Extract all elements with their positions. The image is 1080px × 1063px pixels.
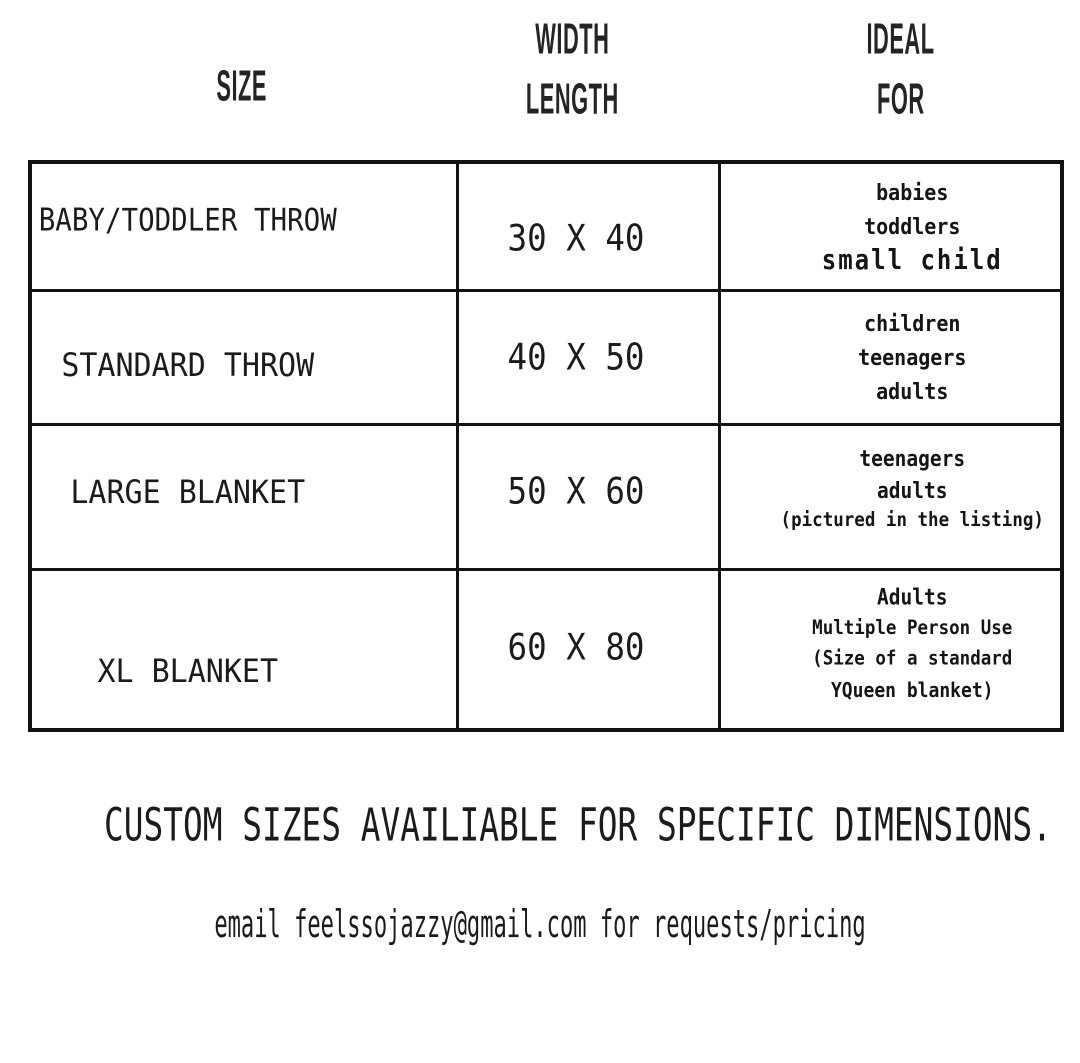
ideal-for-list [858, 306, 966, 408]
size-name: BABY/TODDLER THROW [38, 202, 337, 239]
ideal-for-line: adults [876, 377, 949, 405]
ideal-label: IDEAL [866, 14, 935, 63]
table-row [30, 424, 1062, 569]
size-name: STANDARD THROW [61, 346, 315, 384]
dimensions-value: 60 X 80 [507, 625, 645, 669]
custom-sizes-note [0, 798, 1080, 854]
size-cell [30, 569, 457, 730]
dimensions-cell [457, 162, 719, 290]
ideal-for-cell [719, 569, 1062, 730]
ideal-for-list [812, 582, 1012, 706]
ideal-for-line: small child [821, 244, 1003, 276]
size-name: XL BLANKET [97, 652, 279, 691]
dimensions-cell [457, 290, 719, 424]
ideal-for-line: (Size of a standard [812, 647, 1013, 671]
dimensions-value: 40 X 50 [507, 335, 645, 379]
ideal-for-line: adults [877, 477, 948, 504]
dimensions-cell [457, 424, 719, 569]
dimensions-cell [457, 569, 719, 730]
ideal-for-line: toddlers [864, 212, 961, 240]
table-row [30, 290, 1062, 424]
ideal-for-line: babies [876, 178, 949, 206]
contact-note [0, 902, 1080, 946]
ideal-for-line: teenagers [859, 446, 966, 473]
ideal-for-line: (pictured in the listing) [780, 509, 1044, 533]
size-name: LARGE BLANKET [70, 473, 306, 512]
table-row [30, 162, 1062, 290]
column-header-ideal-for [729, 0, 1072, 160]
ideal-for-cell [719, 290, 1062, 424]
ideal-for-cell [719, 424, 1062, 569]
contact-note-text: email feelssojazzy@gmail.com for requests/pricing [214, 901, 866, 947]
width-label: WIDTH [534, 14, 610, 63]
length-label: LENGTH [525, 74, 619, 123]
size-table [28, 160, 1064, 732]
for-label: FOR [876, 74, 925, 123]
ideal-for-line: teenagers [858, 343, 967, 371]
ideal-for-cell [719, 162, 1062, 290]
size-cell [30, 162, 457, 290]
ideal-for-line: YQueen blanket) [830, 678, 994, 703]
ideal-for-line: Adults [877, 584, 948, 611]
custom-sizes-note-text: CUSTOM SIZES AVAILIABLE FOR SPECIFIC DIMENSIONS. [104, 800, 1052, 852]
ideal-for-list [822, 175, 1003, 277]
table-header-row [28, 0, 1060, 160]
table-row [30, 569, 1062, 730]
ideal-for-line: children [864, 309, 961, 337]
ideal-for-line: Multiple Person Use [812, 616, 1013, 640]
column-header-width-length [441, 0, 703, 160]
column-header-size [28, 0, 455, 160]
size-cell [30, 424, 457, 569]
size-cell [30, 290, 457, 424]
ideal-for-list [781, 444, 1044, 537]
dimensions-value: 30 X 40 [507, 216, 645, 260]
size-column-label: SIZE [216, 61, 267, 110]
dimensions-value: 50 X 60 [507, 469, 645, 512]
